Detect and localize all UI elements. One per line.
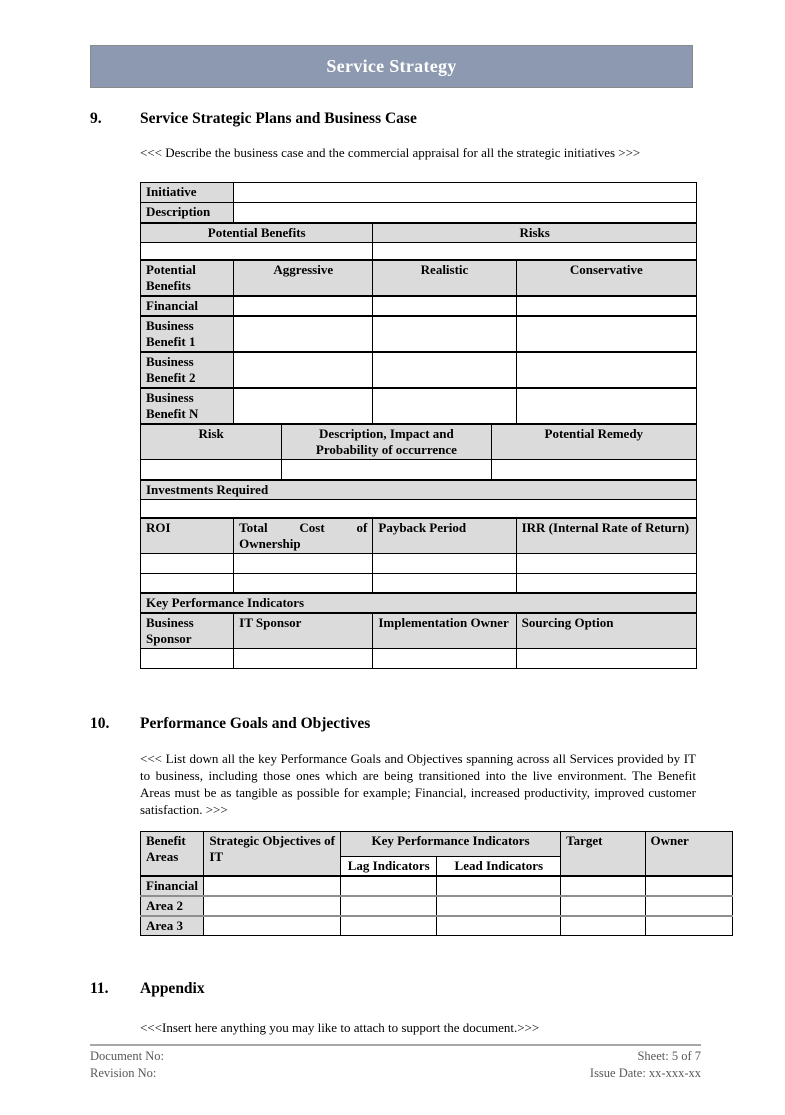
description-label: Description (141, 203, 234, 223)
section-9-title: Service Strategic Plans and Business Case (140, 110, 417, 127)
area3-lag-cell[interactable] (341, 916, 437, 936)
goal-row-label-area2: Area 2 (141, 896, 204, 916)
sourcing-option-header: Sourcing Option (516, 613, 696, 649)
area3-lead-cell[interactable] (437, 916, 561, 936)
area3-target-cell[interactable] (561, 916, 645, 936)
business-case-table (140, 182, 697, 669)
benefitn-aggressive-cell[interactable] (234, 388, 373, 424)
realistic-header: Realistic (373, 260, 516, 296)
section-11-note: <<<Insert here anything you may like to attach to support the document.>>> (140, 1019, 540, 1035)
it-sponsor-value-cell[interactable] (234, 648, 373, 668)
owner-header: Owner (645, 831, 732, 876)
kpi-section-header: Key Performance Indicators (141, 593, 697, 613)
section-10-note: <<< List down all the key Performance Goals and Objectives spanning across all Services provided by IT to business, including those ones which are being transitioned into the live environment. The Benefit Areas must be as tangible as possible for example; Financial, increased productivity, improved customer satisfaction. >>> (140, 750, 696, 817)
business-benefit-n-label: Business Benefit N (141, 388, 234, 424)
benefit1-conservative-cell[interactable] (516, 316, 696, 352)
roi-header: ROI (141, 518, 234, 554)
area3-objectives-cell[interactable] (204, 916, 341, 936)
issue-date: Issue Date: xx-xxx-xx (589, 1066, 701, 1080)
footer-right (590, 1048, 701, 1082)
section-9-heading (90, 110, 695, 128)
area3-owner-cell[interactable] (645, 916, 732, 936)
irr-header: IRR (Internal Rate of Return) (516, 518, 696, 554)
risk-description-value-cell[interactable] (282, 460, 491, 480)
implementation-owner-header: Implementation Owner (373, 613, 516, 649)
lead-indicators-header: Lead Indicators (437, 856, 561, 876)
target-header: Target (561, 831, 645, 876)
description-value-cell[interactable] (234, 203, 697, 223)
business-sponsor-value-cell[interactable] (141, 648, 234, 668)
area2-lag-cell[interactable] (341, 896, 437, 916)
section-11-number: 11. (90, 979, 109, 997)
potential-benefits-header: Potential Benefits (141, 223, 373, 243)
area2-lead-cell[interactable] (437, 896, 561, 916)
document-title: Service Strategy (326, 56, 457, 76)
initiative-value-cell[interactable] (234, 183, 697, 203)
potential-remedy-header: Potential Remedy (491, 424, 696, 460)
section-10-title: Performance Goals and Objectives (140, 714, 371, 732)
sourcing-option-value-cell[interactable] (516, 648, 696, 668)
irr-value-cell-2[interactable] (516, 574, 696, 593)
title-banner (90, 45, 693, 88)
business-benefit-2-label: Business Benefit 2 (141, 352, 234, 388)
benefit2-realistic-cell[interactable] (373, 352, 516, 388)
it-sponsor-header: IT Sponsor (234, 613, 373, 649)
financial-lag-cell[interactable] (341, 876, 437, 896)
financial-target-cell[interactable] (561, 876, 645, 896)
section-10-heading (90, 715, 695, 733)
risk-value-cell[interactable] (141, 460, 282, 480)
potential-remedy-value-cell[interactable] (491, 460, 696, 480)
financial-realistic-cell[interactable] (373, 296, 516, 316)
goal-row-label-financial: Financial (141, 876, 204, 896)
goal-row-label-area3: Area 3 (141, 916, 204, 936)
area2-owner-cell[interactable] (645, 896, 732, 916)
payback-value-cell[interactable] (373, 554, 516, 574)
section-10-number: 10. (90, 714, 110, 732)
aggressive-header: Aggressive (234, 260, 373, 296)
benefit2-aggressive-cell[interactable] (234, 352, 373, 388)
benefitn-conservative-cell[interactable] (516, 388, 696, 424)
financial-objectives-cell[interactable] (204, 876, 341, 896)
financial-aggressive-cell[interactable] (234, 296, 373, 316)
page-content (0, 88, 785, 1036)
performance-goals-table (140, 831, 733, 936)
payback-value-cell-2[interactable] (373, 574, 516, 593)
investments-required-header: Investments Required (141, 480, 697, 500)
benefit1-realistic-cell[interactable] (373, 316, 516, 352)
total-cost-value-cell[interactable] (234, 554, 373, 574)
risks-header: Risks (373, 223, 697, 243)
roi-value-cell[interactable] (141, 554, 234, 574)
benefit2-conservative-cell[interactable] (516, 352, 696, 388)
irr-value-cell[interactable] (516, 554, 696, 574)
implementation-owner-value-cell[interactable] (373, 648, 516, 668)
strategic-objectives-header: Strategic Objectives of IT (204, 831, 341, 876)
initiative-label: Initiative (141, 183, 234, 203)
page-footer (90, 1044, 701, 1082)
kpi-group-header: Key Performance Indicators (341, 831, 561, 856)
business-benefit-1-label: Business Benefit 1 (141, 316, 234, 352)
section-9-note: <<< Describe the business case and the commercial appraisal for all the strategic initiatives >>> (140, 145, 641, 160)
benefitn-realistic-cell[interactable] (373, 388, 516, 424)
financial-owner-cell[interactable] (645, 876, 732, 896)
sheet-number: Sheet: 5 of 7 (637, 1049, 701, 1063)
revision-no-label: Revision No: (90, 1066, 157, 1080)
financial-lead-cell[interactable] (437, 876, 561, 896)
document-no-label: Document No: (90, 1049, 164, 1063)
area2-target-cell[interactable] (561, 896, 645, 916)
potential-benefits-value-cell[interactable] (141, 242, 373, 260)
scenario-column-label: Potential Benefits (141, 260, 234, 296)
risk-description-header: Description, Impact and Probability of occurrence (282, 424, 491, 460)
section-9-number: 9. (90, 110, 102, 127)
total-cost-header: Total Cost of Ownership (234, 518, 373, 554)
footer-left (90, 1048, 164, 1082)
benefit1-aggressive-cell[interactable] (234, 316, 373, 352)
risk-header: Risk (141, 424, 282, 460)
area2-objectives-cell[interactable] (204, 896, 341, 916)
total-cost-value-cell-2[interactable] (234, 574, 373, 593)
risks-value-cell[interactable] (373, 242, 697, 260)
roi-value-cell-2[interactable] (141, 574, 234, 593)
conservative-header: Conservative (516, 260, 696, 296)
payback-period-header: Payback Period (373, 518, 516, 554)
business-sponsor-header: Business Sponsor (141, 613, 234, 649)
financial-row-label: Financial (141, 296, 234, 316)
section-11-title: Appendix (140, 979, 205, 997)
lag-indicators-header: Lag Indicators (341, 856, 437, 876)
benefit-areas-header: Benefit Areas (141, 831, 204, 876)
section-11-heading (90, 980, 695, 998)
financial-conservative-cell[interactable] (516, 296, 696, 316)
investments-required-value-cell[interactable] (141, 499, 697, 518)
